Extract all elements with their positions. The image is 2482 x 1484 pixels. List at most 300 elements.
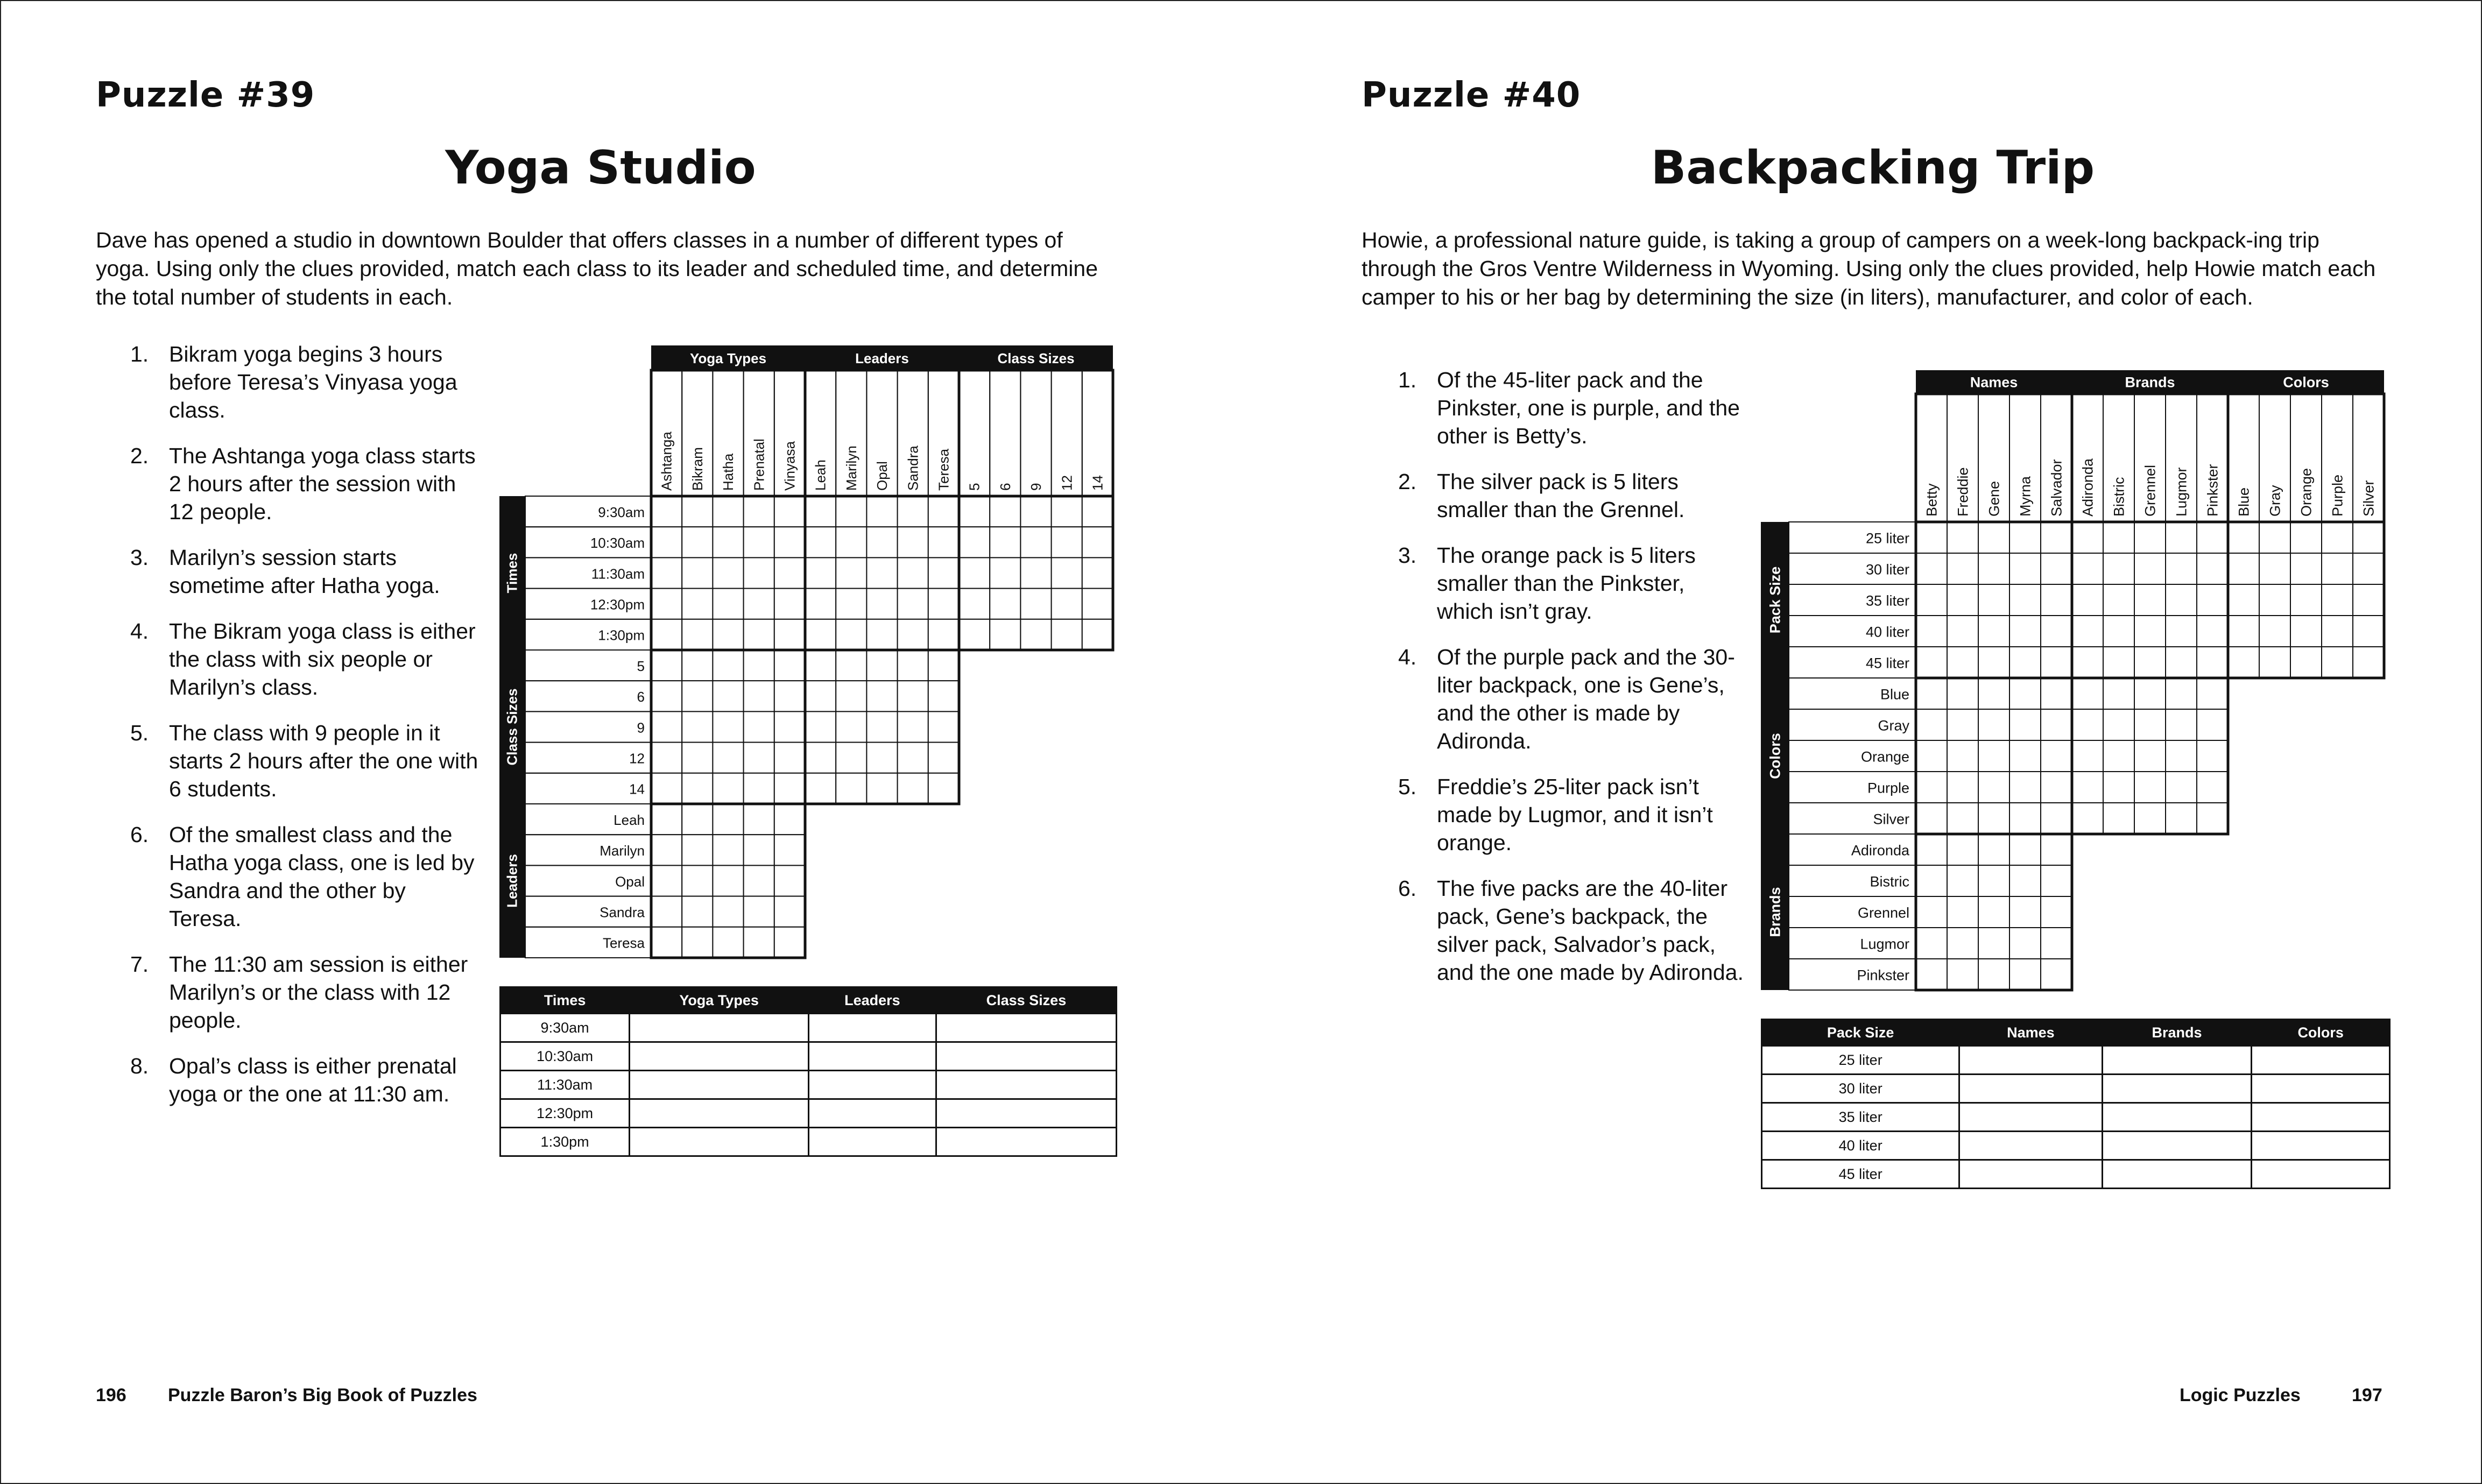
grid-cell[interactable] [682,619,713,650]
grid-cell[interactable] [928,711,959,742]
grid-cell[interactable] [744,589,774,619]
grid-cell[interactable] [651,865,682,896]
grid-cell[interactable] [2041,522,2072,553]
grid-cell[interactable] [898,681,928,711]
grid-cell[interactable] [774,496,805,527]
grid-cell[interactable] [2290,647,2322,678]
grid-cell[interactable] [2134,553,2166,584]
grid-cell[interactable] [2259,522,2290,553]
grid-cell[interactable] [713,496,743,527]
grid-cell[interactable] [2041,772,2072,803]
grid-cell[interactable] [836,711,866,742]
grid-cell[interactable] [1978,553,2009,584]
answer-cell[interactable] [2252,1132,2390,1160]
grid-cell[interactable] [774,711,805,742]
answer-cell[interactable] [2252,1046,2390,1075]
grid-cell[interactable] [2259,647,2290,678]
grid-cell[interactable] [774,650,805,681]
grid-cell[interactable] [1916,522,1947,553]
grid-cell[interactable] [2009,803,2041,834]
grid-cell[interactable] [2009,678,2041,709]
grid-cell[interactable] [1082,589,1113,619]
grid-cell[interactable] [1916,616,1947,647]
grid-cell[interactable] [1082,527,1113,557]
grid-cell[interactable] [2009,616,2041,647]
grid-cell[interactable] [1978,772,2009,803]
grid-cell[interactable] [2134,616,2166,647]
grid-cell[interactable] [1947,740,1978,772]
grid-cell[interactable] [1052,527,1082,557]
answer-cell[interactable] [809,1042,936,1071]
grid-cell[interactable] [774,835,805,865]
grid-cell[interactable] [990,496,1020,527]
grid-cell[interactable] [805,589,836,619]
grid-cell[interactable] [1020,619,1051,650]
grid-cell[interactable] [836,619,866,650]
grid-cell[interactable] [959,527,990,557]
grid-cell[interactable] [805,619,836,650]
grid-cell[interactable] [836,589,866,619]
grid-cell[interactable] [682,865,713,896]
grid-cell[interactable] [1978,647,2009,678]
grid-cell[interactable] [713,527,743,557]
grid-cell[interactable] [2197,740,2228,772]
grid-cell[interactable] [2228,616,2259,647]
grid-cell[interactable] [898,619,928,650]
grid-cell[interactable] [713,804,743,835]
grid-cell[interactable] [866,589,897,619]
grid-cell[interactable] [2103,647,2134,678]
grid-cell[interactable] [2072,772,2103,803]
grid-cell[interactable] [2072,740,2103,772]
grid-cell[interactable] [1052,619,1082,650]
grid-cell[interactable] [805,711,836,742]
grid-cell[interactable] [1947,553,1978,584]
grid-cell[interactable] [2041,647,2072,678]
grid-cell[interactable] [2228,584,2259,616]
grid-cell[interactable] [2134,522,2166,553]
grid-cell[interactable] [1052,557,1082,588]
grid-cell[interactable] [2009,647,2041,678]
grid-cell[interactable] [651,711,682,742]
grid-cell[interactable] [2197,709,2228,740]
grid-cell[interactable] [2103,740,2134,772]
grid-cell[interactable] [1978,678,2009,709]
grid-cell[interactable] [2197,522,2228,553]
grid-cell[interactable] [2197,584,2228,616]
grid-cell[interactable] [2103,803,2134,834]
grid-cell[interactable] [866,650,897,681]
grid-cell[interactable] [713,743,743,773]
grid-cell[interactable] [2353,522,2384,553]
grid-cell[interactable] [2228,647,2259,678]
grid-cell[interactable] [898,589,928,619]
grid-cell[interactable] [2072,616,2103,647]
grid-cell[interactable] [1947,928,1978,959]
grid-cell[interactable] [2166,647,2197,678]
grid-cell[interactable] [682,557,713,588]
grid-cell[interactable] [990,589,1020,619]
grid-cell[interactable] [713,589,743,619]
grid-cell[interactable] [2166,584,2197,616]
grid-cell[interactable] [1916,553,1947,584]
grid-cell[interactable] [805,557,836,588]
grid-cell[interactable] [774,804,805,835]
grid-cell[interactable] [682,773,713,804]
grid-cell[interactable] [2103,553,2134,584]
answer-cell[interactable] [1959,1046,2102,1075]
grid-cell[interactable] [774,527,805,557]
grid-cell[interactable] [836,496,866,527]
grid-cell[interactable] [2041,740,2072,772]
grid-cell[interactable] [2197,772,2228,803]
grid-cell[interactable] [2009,553,2041,584]
grid-cell[interactable] [1052,496,1082,527]
grid-cell[interactable] [2290,522,2322,553]
grid-cell[interactable] [2197,678,2228,709]
grid-cell[interactable] [959,589,990,619]
grid-cell[interactable] [2103,678,2134,709]
grid-cell[interactable] [2009,865,2041,896]
grid-cell[interactable] [2009,896,2041,928]
answer-cell[interactable] [936,1099,1116,1128]
answer-cell[interactable] [2102,1103,2252,1132]
grid-cell[interactable] [1916,740,1947,772]
grid-cell[interactable] [1916,647,1947,678]
grid-cell[interactable] [805,527,836,557]
grid-cell[interactable] [2322,553,2353,584]
grid-cell[interactable] [1978,709,2009,740]
grid-cell[interactable] [2072,584,2103,616]
grid-cell[interactable] [1947,584,1978,616]
grid-cell[interactable] [2166,522,2197,553]
grid-cell[interactable] [2009,740,2041,772]
grid-cell[interactable] [713,650,743,681]
grid-cell[interactable] [2072,553,2103,584]
grid-cell[interactable] [2041,928,2072,959]
grid-cell[interactable] [2041,616,2072,647]
grid-cell[interactable] [1978,896,2009,928]
grid-cell[interactable] [682,743,713,773]
grid-cell[interactable] [2009,709,2041,740]
answer-cell[interactable] [1959,1075,2102,1103]
grid-cell[interactable] [898,711,928,742]
grid-cell[interactable] [2041,803,2072,834]
grid-cell[interactable] [2041,678,2072,709]
grid-cell[interactable] [1978,616,2009,647]
grid-cell[interactable] [2290,553,2322,584]
answer-cell[interactable] [809,1071,936,1099]
grid-cell[interactable] [1020,589,1051,619]
grid-cell[interactable] [2228,522,2259,553]
grid-cell[interactable] [1916,678,1947,709]
grid-cell[interactable] [1916,896,1947,928]
grid-cell[interactable] [2103,709,2134,740]
grid-cell[interactable] [1916,834,1947,865]
grid-cell[interactable] [959,557,990,588]
grid-cell[interactable] [1020,557,1051,588]
grid-cell[interactable] [2072,678,2103,709]
grid-cell[interactable] [1978,834,2009,865]
grid-cell[interactable] [744,619,774,650]
grid-cell[interactable] [2072,522,2103,553]
grid-cell[interactable] [2134,584,2166,616]
answer-cell[interactable] [630,1014,809,1042]
answer-cell[interactable] [936,1042,1116,1071]
grid-cell[interactable] [713,619,743,650]
grid-cell[interactable] [1947,709,1978,740]
grid-cell[interactable] [1947,803,1978,834]
grid-cell[interactable] [2353,647,2384,678]
grid-cell[interactable] [1947,678,1978,709]
answer-cell[interactable] [630,1071,809,1099]
answer-cell[interactable] [630,1128,809,1156]
grid-cell[interactable] [2290,584,2322,616]
grid-cell[interactable] [1082,496,1113,527]
grid-cell[interactable] [2072,709,2103,740]
grid-cell[interactable] [774,619,805,650]
grid-cell[interactable] [713,865,743,896]
grid-cell[interactable] [836,773,866,804]
grid-cell[interactable] [1916,928,1947,959]
grid-cell[interactable] [2072,803,2103,834]
grid-cell[interactable] [1978,928,2009,959]
grid-cell[interactable] [928,619,959,650]
grid-cell[interactable] [682,650,713,681]
grid-cell[interactable] [1947,772,1978,803]
grid-cell[interactable] [866,557,897,588]
grid-cell[interactable] [866,711,897,742]
grid-cell[interactable] [2259,584,2290,616]
grid-cell[interactable] [1082,619,1113,650]
grid-cell[interactable] [928,557,959,588]
grid-cell[interactable] [2259,553,2290,584]
grid-cell[interactable] [898,650,928,681]
answer-cell[interactable] [936,1014,1116,1042]
grid-cell[interactable] [774,927,805,958]
grid-cell[interactable] [651,743,682,773]
grid-cell[interactable] [744,496,774,527]
grid-cell[interactable] [990,527,1020,557]
answer-cell[interactable] [2102,1075,2252,1103]
grid-cell[interactable] [2134,772,2166,803]
answer-cell[interactable] [1959,1160,2102,1189]
grid-cell[interactable] [805,496,836,527]
grid-cell[interactable] [898,496,928,527]
grid-cell[interactable] [2009,834,2041,865]
grid-cell[interactable] [805,773,836,804]
grid-cell[interactable] [2197,553,2228,584]
grid-cell[interactable] [713,557,743,588]
grid-cell[interactable] [2134,678,2166,709]
answer-cell[interactable] [936,1128,1116,1156]
grid-cell[interactable] [2009,772,2041,803]
grid-cell[interactable] [744,835,774,865]
grid-cell[interactable] [2259,616,2290,647]
grid-cell[interactable] [1916,584,1947,616]
grid-cell[interactable] [713,681,743,711]
grid-cell[interactable] [1916,772,1947,803]
grid-cell[interactable] [744,896,774,927]
grid-cell[interactable] [744,711,774,742]
grid-cell[interactable] [682,927,713,958]
grid-cell[interactable] [1947,865,1978,896]
answer-cell[interactable] [2252,1075,2390,1103]
grid-cell[interactable] [651,681,682,711]
grid-cell[interactable] [2072,647,2103,678]
answer-cell[interactable] [2102,1046,2252,1075]
grid-cell[interactable] [713,773,743,804]
grid-cell[interactable] [959,619,990,650]
grid-cell[interactable] [713,835,743,865]
grid-cell[interactable] [2166,709,2197,740]
grid-cell[interactable] [2009,584,2041,616]
grid-cell[interactable] [2197,803,2228,834]
grid-cell[interactable] [2166,803,2197,834]
grid-cell[interactable] [2041,834,2072,865]
grid-cell[interactable] [928,773,959,804]
grid-cell[interactable] [928,650,959,681]
grid-cell[interactable] [774,896,805,927]
grid-cell[interactable] [2041,865,2072,896]
answer-cell[interactable] [936,1071,1116,1099]
grid-cell[interactable] [1947,522,1978,553]
grid-cell[interactable] [1978,803,2009,834]
grid-cell[interactable] [713,711,743,742]
answer-cell[interactable] [2102,1132,2252,1160]
grid-cell[interactable] [774,743,805,773]
grid-cell[interactable] [1916,803,1947,834]
grid-cell[interactable] [744,650,774,681]
grid-cell[interactable] [2103,616,2134,647]
grid-cell[interactable] [774,557,805,588]
answer-cell[interactable] [1959,1103,2102,1132]
grid-cell[interactable] [898,743,928,773]
answer-cell[interactable] [1959,1132,2102,1160]
grid-cell[interactable] [1978,740,2009,772]
grid-cell[interactable] [805,743,836,773]
answer-cell[interactable] [2252,1103,2390,1132]
grid-cell[interactable] [651,619,682,650]
grid-cell[interactable] [651,557,682,588]
grid-cell[interactable] [682,589,713,619]
grid-cell[interactable] [1947,896,1978,928]
grid-cell[interactable] [2197,616,2228,647]
grid-cell[interactable] [805,650,836,681]
grid-cell[interactable] [2041,709,2072,740]
grid-cell[interactable] [2166,772,2197,803]
grid-cell[interactable] [836,743,866,773]
grid-cell[interactable] [1978,865,2009,896]
grid-cell[interactable] [2322,584,2353,616]
answer-cell[interactable] [809,1128,936,1156]
grid-cell[interactable] [682,896,713,927]
grid-cell[interactable] [2041,584,2072,616]
grid-cell[interactable] [713,896,743,927]
grid-cell[interactable] [2041,896,2072,928]
grid-cell[interactable] [2103,522,2134,553]
grid-cell[interactable] [651,496,682,527]
answer-cell[interactable] [2102,1160,2252,1189]
grid-cell[interactable] [744,681,774,711]
grid-cell[interactable] [2166,616,2197,647]
grid-cell[interactable] [2041,959,2072,990]
grid-cell[interactable] [2103,584,2134,616]
grid-cell[interactable] [866,527,897,557]
grid-cell[interactable] [2134,803,2166,834]
grid-cell[interactable] [682,496,713,527]
grid-cell[interactable] [1916,709,1947,740]
answer-cell[interactable] [630,1099,809,1128]
grid-cell[interactable] [2166,678,2197,709]
grid-cell[interactable] [682,804,713,835]
grid-cell[interactable] [866,681,897,711]
grid-cell[interactable] [2041,553,2072,584]
answer-cell[interactable] [809,1014,936,1042]
grid-cell[interactable] [1947,834,1978,865]
grid-cell[interactable] [1082,557,1113,588]
grid-cell[interactable] [682,835,713,865]
grid-cell[interactable] [682,681,713,711]
grid-cell[interactable] [744,927,774,958]
grid-cell[interactable] [2166,553,2197,584]
grid-cell[interactable] [866,619,897,650]
grid-cell[interactable] [836,557,866,588]
grid-cell[interactable] [744,557,774,588]
grid-cell[interactable] [2322,522,2353,553]
grid-cell[interactable] [1020,496,1051,527]
answer-cell[interactable] [630,1042,809,1071]
grid-cell[interactable] [866,773,897,804]
grid-cell[interactable] [990,619,1020,650]
grid-cell[interactable] [1020,527,1051,557]
grid-cell[interactable] [898,557,928,588]
grid-cell[interactable] [651,927,682,958]
grid-cell[interactable] [774,681,805,711]
answer-cell[interactable] [2252,1160,2390,1189]
grid-cell[interactable] [744,527,774,557]
grid-cell[interactable] [866,743,897,773]
grid-cell[interactable] [1978,959,2009,990]
grid-cell[interactable] [651,650,682,681]
grid-cell[interactable] [2353,553,2384,584]
grid-cell[interactable] [836,681,866,711]
grid-cell[interactable] [805,681,836,711]
grid-cell[interactable] [2009,959,2041,990]
grid-cell[interactable] [2103,772,2134,803]
grid-cell[interactable] [1916,865,1947,896]
grid-cell[interactable] [1947,647,1978,678]
grid-cell[interactable] [898,527,928,557]
grid-cell[interactable] [1916,959,1947,990]
grid-cell[interactable] [682,527,713,557]
grid-cell[interactable] [990,557,1020,588]
grid-cell[interactable] [651,804,682,835]
grid-cell[interactable] [898,773,928,804]
grid-cell[interactable] [2166,740,2197,772]
grid-cell[interactable] [928,681,959,711]
grid-cell[interactable] [1947,616,1978,647]
grid-cell[interactable] [774,773,805,804]
grid-cell[interactable] [2134,709,2166,740]
grid-cell[interactable] [1978,584,2009,616]
grid-cell[interactable] [2134,740,2166,772]
grid-cell[interactable] [744,743,774,773]
grid-cell[interactable] [928,589,959,619]
grid-cell[interactable] [2353,584,2384,616]
grid-cell[interactable] [928,743,959,773]
grid-cell[interactable] [713,927,743,958]
